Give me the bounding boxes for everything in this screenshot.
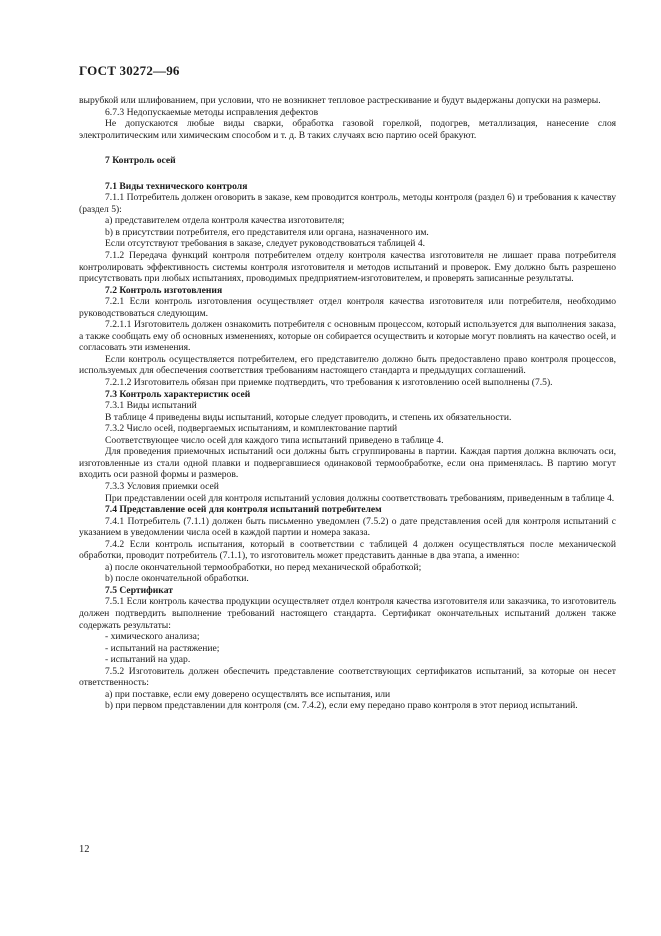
paragraph: 7.1.1 Потребитель должен оговорить в заказе, кем проводится контроль, методы контроля (раздел 6) и требования к качеству (раздел 5): [79, 192, 616, 215]
document-header: ГОСТ 30272—96 [79, 63, 180, 78]
subsection-heading: 7.4 Представление осей для контроля испытаний потребителем [105, 504, 382, 516]
paragraph: вырубкой или шлифованием, при условии, что не возникнет тепловое растрескивание и будут выдержаны допуски на размеры. [79, 95, 601, 106]
paragraph: Если отсутствуют требования в заказе, следует руководствоваться таблицей 4. [105, 238, 426, 250]
list-item: - испытаний на удар. [105, 654, 191, 666]
subsection-heading: 7.2 Контроль изготовления [105, 284, 223, 296]
list-item: a) после окончательной термообработки, но перед механической обработкой; [105, 561, 422, 573]
paragraph: В таблице 4 приведены виды испытаний, которые следует проводить, и степень их обязательности. [105, 411, 512, 423]
list-item: a) представителем отдела контроля качества изготовителя; [105, 215, 345, 227]
list-item: - испытаний на растяжение; [105, 642, 220, 654]
paragraph: 7.4.1 Потребитель (7.1.1) должен быть письменно уведомлен (7.5.2) о дате представления осей для контроля испытаний с указанием в уведомлении числа осей в каждой партии и номера заказа. [79, 515, 616, 539]
list-item: b) в присутствии потребителя, его представителя или органа, назначенного им. [105, 226, 429, 238]
paragraph: 7.5.1 Если контроль качества продукции осуществляет отдел контроля качества изготовителя или заказчика, то изготовитель должен подтвердить выполнение требований настоящего стандарта. Сертификат окончательных испытаний должен также содержать результаты: [79, 596, 616, 631]
paragraph: 7.3.2 Число осей, подвергаемых испытаниям, и комплектование партий [105, 423, 398, 435]
paragraph: Если контроль осуществляется потребителем, его представителю должно быть предоставлено право контроля процессов, используемых для обеспечения соответствия требованиям настоящего стандарта и предыдущих соглашений. [79, 353, 616, 377]
section-heading: 7 Контроль осей [105, 155, 176, 167]
paragraph: 7.2.1.2 Изготовитель обязан при приемке подтвердить, что требования к изготовлению осей выполнены (7.5). [105, 377, 553, 389]
paragraph: 7.3.3 Условия приемки осей [105, 480, 219, 492]
paragraph: Соответствующее число осей для каждого типа испытаний приведено в таблице 4. [105, 434, 444, 446]
subsection-heading: 7.5 Сертификат [105, 584, 173, 596]
subsection-heading: 7.3 Контроль характеристик осей [105, 388, 251, 400]
paragraph: Не допускаются любые виды сварки, обработка газовой горелкой, подогрев, металлизация, нанесение слоя электролитическим или химическим способом и т. д. В таких случаях всю партию осей бракуют. [79, 118, 616, 141]
paragraph: Для проведения приемочных испытаний оси должны быть сгруппированы в партии. Каждая партия должна включать оси, изготовленные из стали одной плавки и подвергавшиеся одинаковой термообработке, если она применялась. В партию могут входить оси разной формы и размеров. [79, 446, 616, 481]
list-item: a) при поставке, если ему доверено осуществлять все испытания, или [105, 688, 391, 700]
paragraph: 7.1.2 Передача функций контроля потребителем отделу контроля качества изготовителя не лишает права потребителя контролировать эффективность системы контроля изготовителя и методов испытаний и проверок. Ему должно быть разрешено присутствовать при любых испытаниях, проводимых предприятием-изготовителем, и проверять записанные результаты. [79, 250, 616, 285]
list-item: b) после окончательной обработки. [105, 573, 249, 585]
paragraph: 7.3.1 Виды испытаний [105, 400, 197, 412]
paragraph: 7.2.1.1 Изготовитель должен ознакомить потребителя с основным процессом, который используется для выполнения заказа, а также сообщать ему об основных изменениях, которые он собирается осуществить и которые могут повлиять на качество осей, и согласовать эти изменения. [79, 319, 616, 354]
paragraph: 7.5.2 Изготовитель должен обеспечить представление соответствующих сертификатов испытаний, за которые он несет ответственность: [79, 665, 616, 689]
paragraph: При представлении осей для контроля испытаний условия должны соответствовать требованиям, приведенным в таблице 4. [105, 492, 615, 504]
page-number: 12 [79, 844, 90, 855]
subsection-heading: 7.1 Виды технического контроля [105, 180, 248, 192]
document-body [79, 95, 616, 712]
paragraph: 7.2.1 Если контроль изготовления осуществляет отдел контроля качества изготовителя или потребителя, необходимо руководствоваться следующим. [79, 296, 616, 319]
list-item: - химического анализа; [105, 631, 200, 643]
paragraph: 6.7.3 Недопускаемые методы исправления дефектов [105, 106, 319, 118]
list-item: b) при первом представлении для контроля (см. 7.4.2), если ему передано право контроля в этот период испытаний. [105, 700, 578, 712]
paragraph: 7.4.2 Если контроль испытания, который в соответствии с таблицей 4 должен осуществляться после механической обработки, проводит потребитель (7.1.1), то изготовитель может представить данные в два этапа, а именно: [79, 538, 616, 562]
